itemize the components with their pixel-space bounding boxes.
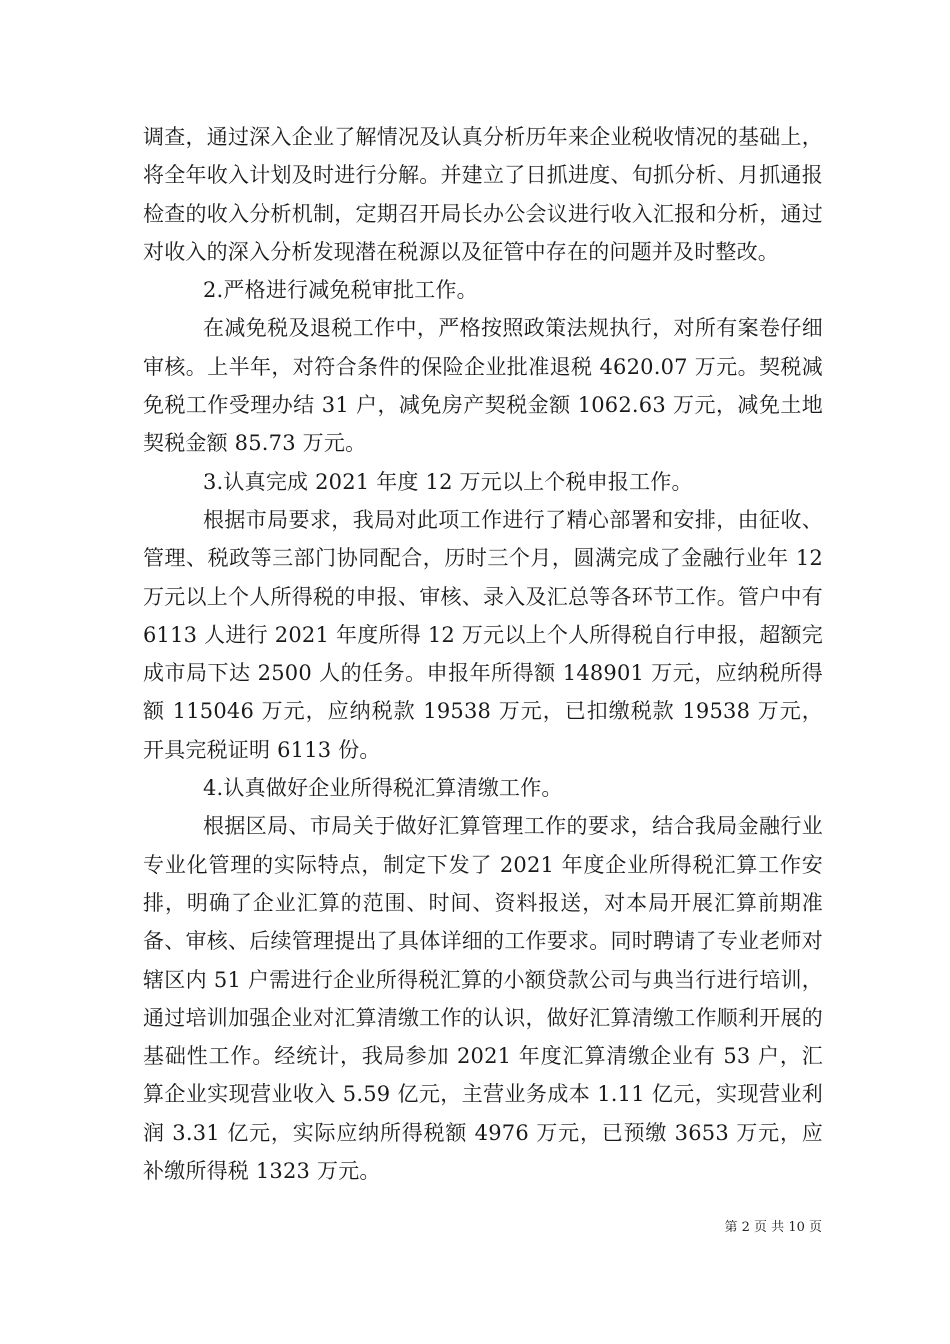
section-heading-2: 2.严格进行减免税审批工作。 [203,278,478,303]
paragraph-tax-exemption: 在减免税及退税工作中，严格按照政策法规执行，对所有案卷仔细审核。上半年，对符合条件的保险企业批准退税 4620.07 万元。契税减免税工作受理办结 31 户，减免房产契税金额 1062.63 万元，减免土地契税金额 85.73 万元。 [143,316,823,456]
paragraph-continuation: 调查，通过深入企业了解情况及认真分析历年来企业税收情况的基础上，将全年收入计划及时进行分解。并建立了日抓进度、旬抓分析、月抓通报检查的收入分析机制，定期召开局长办公会议进行收入汇报和分析，通过对收入的深入分析发现潜在税源以及征管中存在的问题并及时整改。 [143,125,823,264]
page-number-footer: 第 2 页 共 10 页 [724,1220,822,1235]
paragraph-personal-income-tax: 根据市局要求，我局对此项工作进行了精心部署和安排，由征收、管理、税政等三部门协同配合，历时三个月，圆满完成了金融行业年 12 万元以上个人所得税的申报、审核、录入及汇总等各环节工作。管户中有 6113 人进行 2021 年度所得 12 万元以上个人所得税自行申报，超额完成市局下达 2500 人的任务。申报年所得额 148901 万元，应纳税所得额 115046 万元，应纳税款 19538 万元，已扣缴税款 19538 万元，开具完税证明 6113 份。 [143,507,823,762]
section-heading-4: 4.认真做好企业所得税汇算清缴工作。 [203,776,563,801]
section-heading-3: 3.认真完成 2021 年度 12 万元以上个税申报工作。 [203,469,693,494]
paragraph-corporate-income-tax: 根据区局、市局关于做好汇算管理工作的要求，结合我局金融行业专业化管理的实际特点，制定下发了 2021 年度企业所得税汇算工作安排，明确了企业汇算的范围、时间、资料报送，对本局开展汇算前期准备、审核、后续管理提出了具体详细的工作要求。同时聘请了专业老师对辖区内 51 户需进行企业所得税汇算的小额贷款公司与典当行进行培训，通过培训加强企业对汇算清缴工作的认识，做好汇算清缴工作顺利开展的基础性工作。经统计，我局参加 2021 年度汇算清缴企业有 53 户，汇算企业实现营业收入 5.59 亿元，主营业务成本 1.11 亿元，实现营业利润 3.31 亿元，实际应纳所得税额 4976 万元，已预缴 3653 万元，应补缴所得税 1323 万元。 [143,814,823,1184]
document-body [143,118,823,1190]
